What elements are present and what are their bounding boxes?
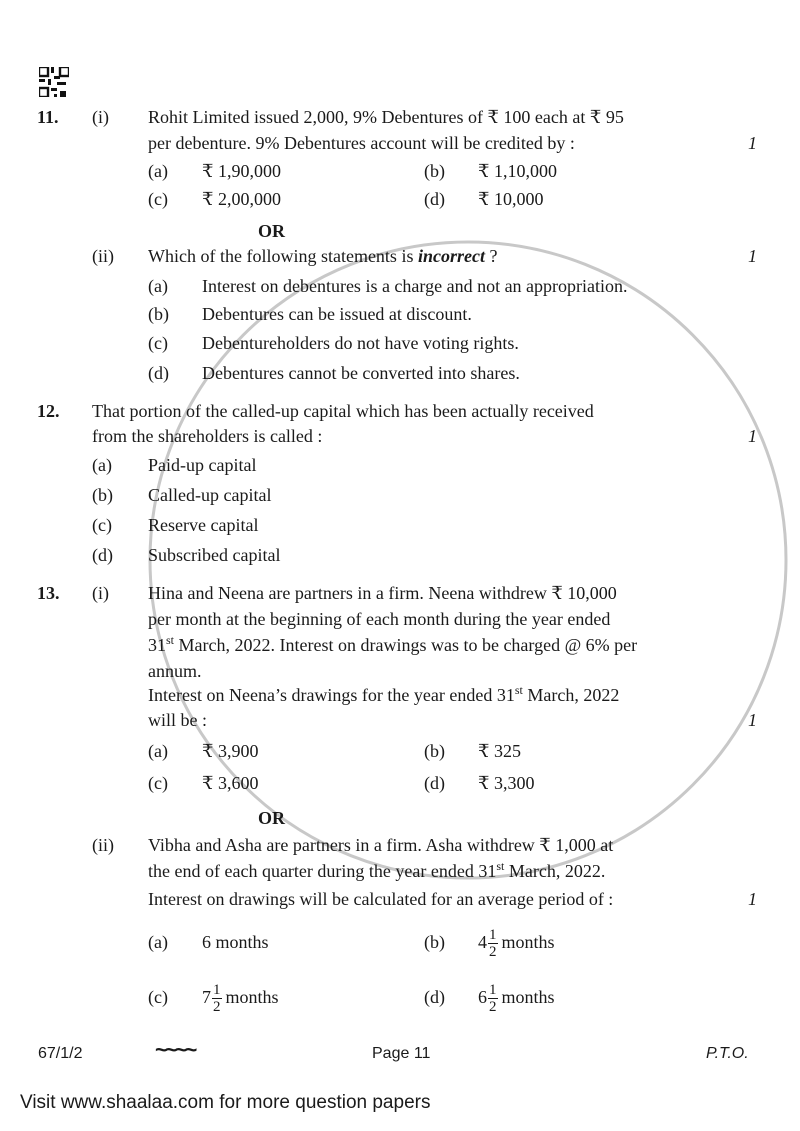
option-label: (c) [148,189,168,209]
question-text: Vibha and Asha are partners in a firm. Asha withdrew ₹ 1,000 at [148,835,614,855]
option-label: (c) [148,987,168,1007]
option-label: (a) [148,741,168,761]
option-label: (a) [148,276,168,296]
question-text: 31st March, 2022. Interest on drawings was to be charged @ 6% per [148,633,638,655]
option-label: (b) [148,304,169,324]
question-text: per month at the beginning of each month during the year ended [148,609,611,629]
marks: 1 [748,426,757,446]
option-text: Reserve capital [148,515,259,535]
marks: 1 [748,133,757,153]
option-label: (a) [148,932,168,952]
option-text: Subscribed capital [148,545,281,565]
option-text: ₹ 3,900 [202,741,259,761]
option-label: (a) [92,455,112,475]
paper-code: 67/1/2 [38,1045,83,1062]
question-number: 12. [37,401,60,421]
marks: 1 [748,710,757,730]
option-text: ₹ 2,00,000 [202,189,281,209]
option-label: (c) [92,515,112,535]
option-text: Debentures cannot be converted into shares. [202,363,520,383]
option-label: (c) [148,333,168,353]
option-label: (b) [424,161,445,181]
option-label: (d) [424,773,445,793]
option-label: (c) [148,773,168,793]
question-number: 11. [37,107,59,127]
question-text: Hina and Neena are partners in a firm. Neena withdrew ₹ 10,000 [148,583,617,603]
option-text: 4 $\frac{1}{2}$ months [478,927,555,961]
squiggle-mark: ~~~~ [155,1037,195,1062]
option-label: (d) [148,363,169,383]
option-text: 7 $\frac{1}{2}$ months [202,982,279,1016]
or-divider: OR [258,808,285,828]
page-number: Page 11 [372,1045,431,1062]
option-text: ₹ 10,000 [478,189,544,209]
option-text: ₹ 3,600 [202,773,259,793]
emphasis: incorrect [417,246,485,266]
option-label: (b) [92,485,113,505]
question-text: per debenture. 9% Debentures account will be credited by : [148,133,575,153]
question-text: from the shareholders is called : [92,426,323,446]
pto-label: P.T.O. [706,1045,749,1062]
option-text: Interest on debentures is a charge and not an appropriation. [202,276,628,296]
option-label: (b) [424,932,445,952]
question-number: 13. [37,583,60,603]
option-text: Called-up capital [148,485,272,505]
option-text: ₹ 1,10,000 [478,161,557,181]
marks: 1 [748,889,757,909]
question-text: Which of the following statements is incorrect ? [148,246,498,266]
question-text: That portion of the called-up capital which has been actually received [92,401,594,421]
question-text: Interest on Neena’s drawings for the year ended 31st March, 2022 [148,683,620,705]
or-divider: OR [258,221,285,241]
sub-label: (i) [92,583,109,603]
option-label: (d) [424,189,445,209]
option-label: (d) [424,987,445,1007]
fraction: $\frac{1}{2}$ [489,927,497,961]
option-text: Debentureholders do not have voting rights. [202,333,519,353]
option-text: Debentures can be issued at discount. [202,304,472,324]
sub-label: (ii) [92,246,114,266]
question-text: annum. [148,661,202,681]
option-text: Paid-up capital [148,455,257,475]
option-text: 6 $\frac{1}{2}$ months [478,982,555,1016]
question-text: Interest on drawings will be calculated for an average period of : [148,889,614,909]
fraction: $\frac{1}{2}$ [489,982,497,1016]
marks: 1 [748,246,757,266]
option-text: 6 months [202,932,269,952]
question-text: the end of each quarter during the year ended 31st March, 2022. [148,859,606,881]
option-text: ₹ 325 [478,741,521,761]
question-text: will be : [148,710,207,730]
qr-code-icon [39,67,69,97]
sub-label: (i) [92,107,109,127]
fraction: $\frac{1}{2}$ [213,982,221,1016]
option-label: (b) [424,741,445,761]
sub-label: (ii) [92,835,114,855]
option-text: ₹ 3,300 [478,773,535,793]
option-label: (d) [92,545,113,565]
visit-link[interactable]: Visit www.shaalaa.com for more question papers [20,1092,431,1113]
question-text: Rohit Limited issued 2,000, 9% Debentures of ₹ 100 each at ₹ 95 [148,107,624,127]
option-label: (a) [148,161,168,181]
option-text: ₹ 1,90,000 [202,161,281,181]
